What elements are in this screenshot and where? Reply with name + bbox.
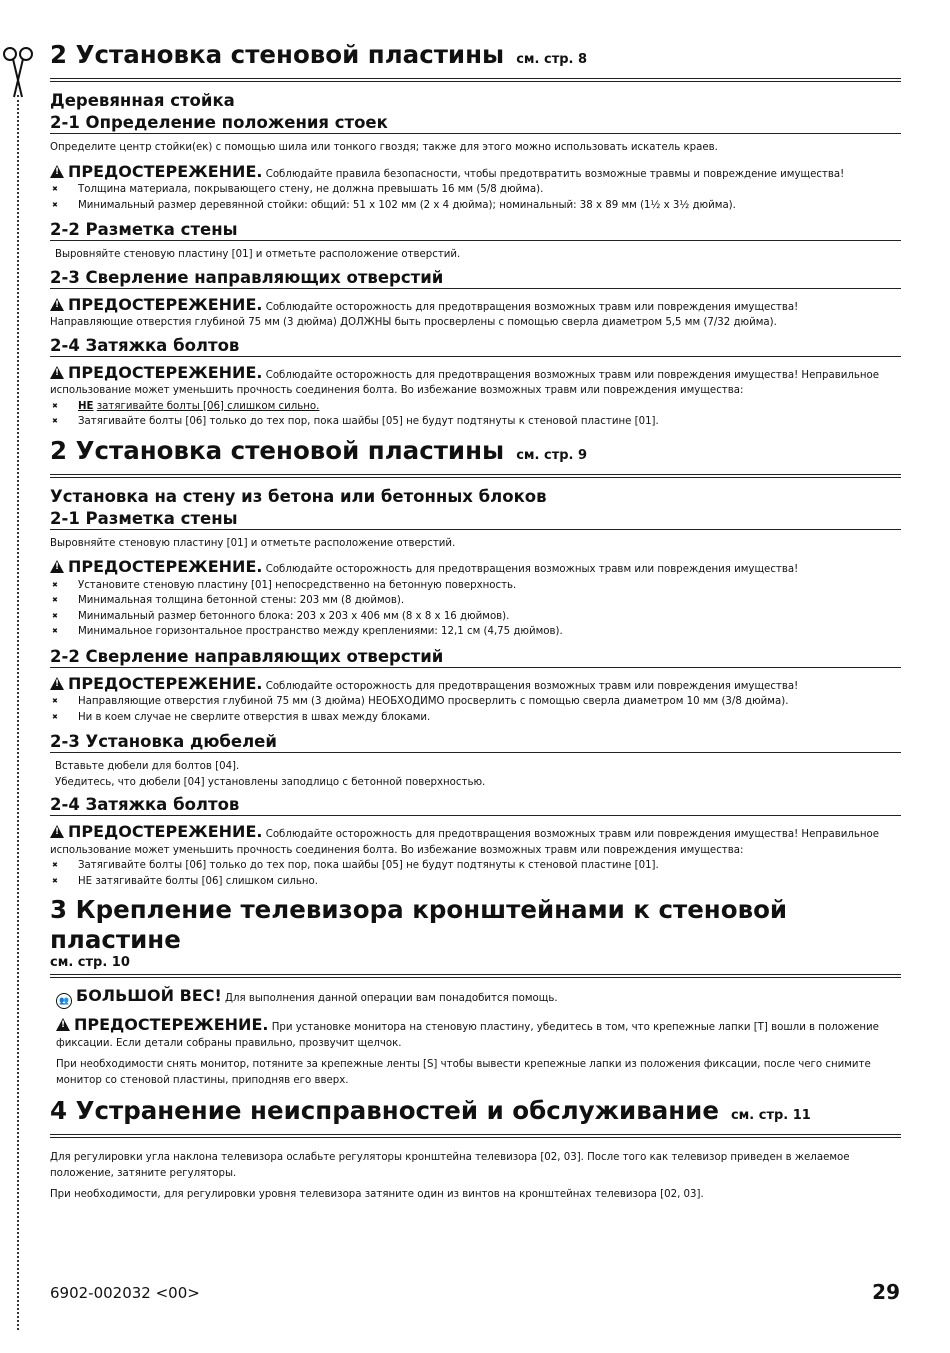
list-item: ✖ Затягивайте болты [06] только до тех пор, пока шайбы [05] не будут подтянуты к стеновой пластине [01]. bbox=[50, 858, 901, 874]
paragraph: Определите центр стойки(ек) с помощью шила или тонкого гвоздя; также для этого можно использовать искатель краев. bbox=[50, 142, 718, 153]
section-title: 2 Установка стеновой пластины см. стр. 8 bbox=[50, 40, 901, 82]
list-item: ✖ НЕ затягивайте болты [06] слишком сильно. bbox=[50, 399, 901, 415]
section-title: 3 Крепление телевизора кронштейнами к стеновой пластине см. стр. 10 bbox=[50, 895, 901, 978]
paragraph: Вставьте дюбели для болтов [04]. bbox=[55, 761, 240, 772]
paragraph: При необходимости снять монитор, потяните за крепежные ленты [S] чтобы вывести крепежные лапки из положения фиксации, после чего снимите монитор со стеновой пластины, приподняв его вверх. bbox=[56, 1059, 871, 1086]
page-number: 29 bbox=[872, 1280, 900, 1304]
heavy-warning: 👥 БОЛЬШОЙ ВЕС! Для выполнения данной операции вам понадобится помощь. bbox=[56, 988, 901, 1009]
warning-icon bbox=[50, 677, 64, 690]
paragraph: Для регулировки угла наклона телевизора ослабьте регуляторы кронштейна телевизора [02, 03]. После того как телевизор приведен в желаемое положение, затяните регуляторы. bbox=[50, 1152, 850, 1179]
warning: !ПРЕДОСТЕРЕЖЕНИЕ. Соблюдайте осторожность для предотвращения возможных травм или повреждения имущества! Неправильное использование может уменьшить прочность соединения болта. Во избежание возможных травм или повреждения имущества: bbox=[50, 824, 901, 858]
page-reference: см. стр. 8 bbox=[516, 52, 588, 67]
paragraph: Выровняйте стеновую пластину [01] и отметьте расположение отверстий. bbox=[55, 249, 461, 260]
document-code: 6902-002032 <00> bbox=[50, 1284, 200, 1302]
cut-line bbox=[17, 95, 19, 1330]
document-page bbox=[50, 40, 901, 1207]
warning: !ПРЕДОСТЕРЕЖЕНИЕ. При установке монитора на стеновую пластину, убедитесь в том, что крепежные лапки [T] вошли в положение фиксации. Если детали собраны правильно, прозвучит щелчок. bbox=[56, 1017, 901, 1051]
section-subtitle: Деревянная стойка bbox=[50, 91, 235, 110]
step-heading: 2-4 Затяжка болтов bbox=[50, 335, 901, 357]
warning: !ПРЕДОСТЕРЕЖЕНИЕ. Соблюдайте правила безопасности, чтобы предотвратить возможные травмы и повреждение имущества! bbox=[50, 164, 901, 183]
paragraph: Выровняйте стеновую пластину [01] и отметьте расположение отверстий. bbox=[50, 537, 456, 549]
warning: !ПРЕДОСТЕРЕЖЕНИЕ. Соблюдайте осторожность для предотвращения возможных травм или повреждения имущества! bbox=[50, 297, 901, 316]
warning-icon bbox=[50, 825, 64, 838]
warning: !ПРЕДОСТЕРЕЖЕНИЕ. Соблюдайте осторожность для предотвращения возможных травм или повреждения имущества! Неправильное использование может уменьшить прочность соединения болта. Во избежание возможных травм или повреждения имущества: bbox=[50, 365, 901, 399]
bullet-list bbox=[50, 694, 901, 725]
step-heading: 2-3 Установка дюбелей bbox=[50, 731, 901, 753]
step-heading: 2-1 Определение положения стоек bbox=[50, 112, 901, 134]
warning-icon bbox=[50, 298, 64, 311]
warning-label: ПРЕДОСТЕРЕЖЕНИЕ. bbox=[68, 161, 263, 181]
warning-label: БОЛЬШОЙ ВЕС! bbox=[76, 986, 222, 1005]
paragraph: При необходимости, для регулировки уровня телевизора затяните один из винтов на кронштейнах телевизора [02, 03]. bbox=[50, 1189, 704, 1200]
warning-label: ПРЕДОСТЕРЕЖЕНИЕ. bbox=[68, 673, 263, 693]
warning-label: ПРЕДОСТЕРЕЖЕНИЕ. bbox=[68, 822, 263, 841]
section-title: 2 Установка стеновой пластины см. стр. 9 bbox=[50, 436, 901, 478]
step-heading: 2-1 Разметка стены bbox=[50, 508, 901, 530]
heavy-weight-icon: 👥 bbox=[56, 993, 72, 1009]
section-subtitle: Установка на стену из бетона или бетонных блоков bbox=[50, 486, 547, 506]
list-item: ✖ Толщина материала, покрывающего стену, не должна превышать 16 мм (5/8 дюйма). bbox=[50, 182, 901, 198]
step-heading: 2-2 Сверление направляющих отверстий bbox=[50, 646, 901, 668]
bullet-list bbox=[50, 182, 901, 213]
warning-label: ПРЕДОСТЕРЕЖЕНИЕ. bbox=[68, 557, 263, 576]
list-item: ✖ Установите стеновую пластину [01] непосредственно на бетонную поверхность. bbox=[50, 578, 901, 594]
warning-icon bbox=[56, 1018, 70, 1031]
step-heading: 2-3 Сверление направляющих отверстий bbox=[50, 267, 901, 289]
list-item: ✖ Минимальный размер бетонного блока: 203 x 203 x 406 мм (8 x 8 x 16 дюймов). bbox=[50, 609, 901, 625]
section-title: 4 Устранение неисправностей и обслуживание см. стр. 11 bbox=[50, 1096, 901, 1138]
list-item: ✖ Ни в коем случае не сверлите отверстия в швах между блоками. bbox=[50, 710, 901, 726]
bullet-list bbox=[50, 858, 901, 889]
list-item: ✖ Минимальная толщина бетонной стены: 203 мм (8 дюймов). bbox=[50, 593, 901, 609]
step-heading: 2-2 Разметка стены bbox=[50, 219, 901, 241]
warning-icon bbox=[50, 560, 64, 573]
bullet-list bbox=[50, 399, 901, 430]
list-item: ✖ НЕ затягивайте болты [06] слишком сильно. bbox=[50, 874, 901, 890]
paragraph: Направляющие отверстия глубиной 75 мм (3 дюйма) ДОЛЖНЫ быть просверлены с помощью сверла диаметром 5,5 мм (7/32 дюйма). bbox=[50, 317, 777, 328]
paragraph: Убедитесь, что дюбели [04] установлены заподлицо с бетонной поверхностью. bbox=[55, 776, 486, 788]
warning-label: ПРЕДОСТЕРЕЖЕНИЕ. bbox=[68, 294, 263, 314]
page-reference: см. стр. 10 bbox=[50, 955, 130, 970]
warning: !ПРЕДОСТЕРЕЖЕНИЕ. Соблюдайте осторожность для предотвращения возможных травм или повреждения имущества! bbox=[50, 559, 901, 578]
list-item: ✖ Минимальный размер деревянной стойки: общий: 51 x 102 мм (2 x 4 дюйма); номинальный: 38 x 89 мм (1½ x 3½ дюйма). bbox=[50, 198, 901, 214]
step-heading: 2-4 Затяжка болтов bbox=[50, 794, 901, 816]
bullet-list bbox=[50, 578, 901, 640]
list-item: ✖ Затягивайте болты [06] только до тех пор, пока шайбы [05] не будут подтянуты к стеновой пластине [01]. bbox=[50, 414, 901, 430]
page-reference: см. стр. 11 bbox=[730, 1108, 811, 1123]
list-item: ✖ Направляющие отверстия глубиной 75 мм (3 дюйма) НЕОБХОДИМО просверлить с помощью сверла диаметром 10 мм (3/8 дюйма). bbox=[50, 694, 901, 710]
list-item: ✖ Минимальное горизонтальное пространство между креплениями: 12,1 см (4,75 дюймов). bbox=[50, 624, 901, 640]
warning-icon bbox=[50, 366, 64, 379]
warning-label: ПРЕДОСТЕРЕЖЕНИЕ. bbox=[68, 362, 263, 382]
scissors-icon bbox=[2, 45, 34, 101]
warning-label: ПРЕДОСТЕРЕЖЕНИЕ. bbox=[74, 1015, 269, 1034]
warning: !ПРЕДОСТЕРЕЖЕНИЕ. Соблюдайте осторожность для предотвращения возможных травм или повреждения имущества! bbox=[50, 676, 901, 695]
page-reference: см. стр. 9 bbox=[516, 447, 588, 463]
warning-icon bbox=[50, 165, 64, 178]
